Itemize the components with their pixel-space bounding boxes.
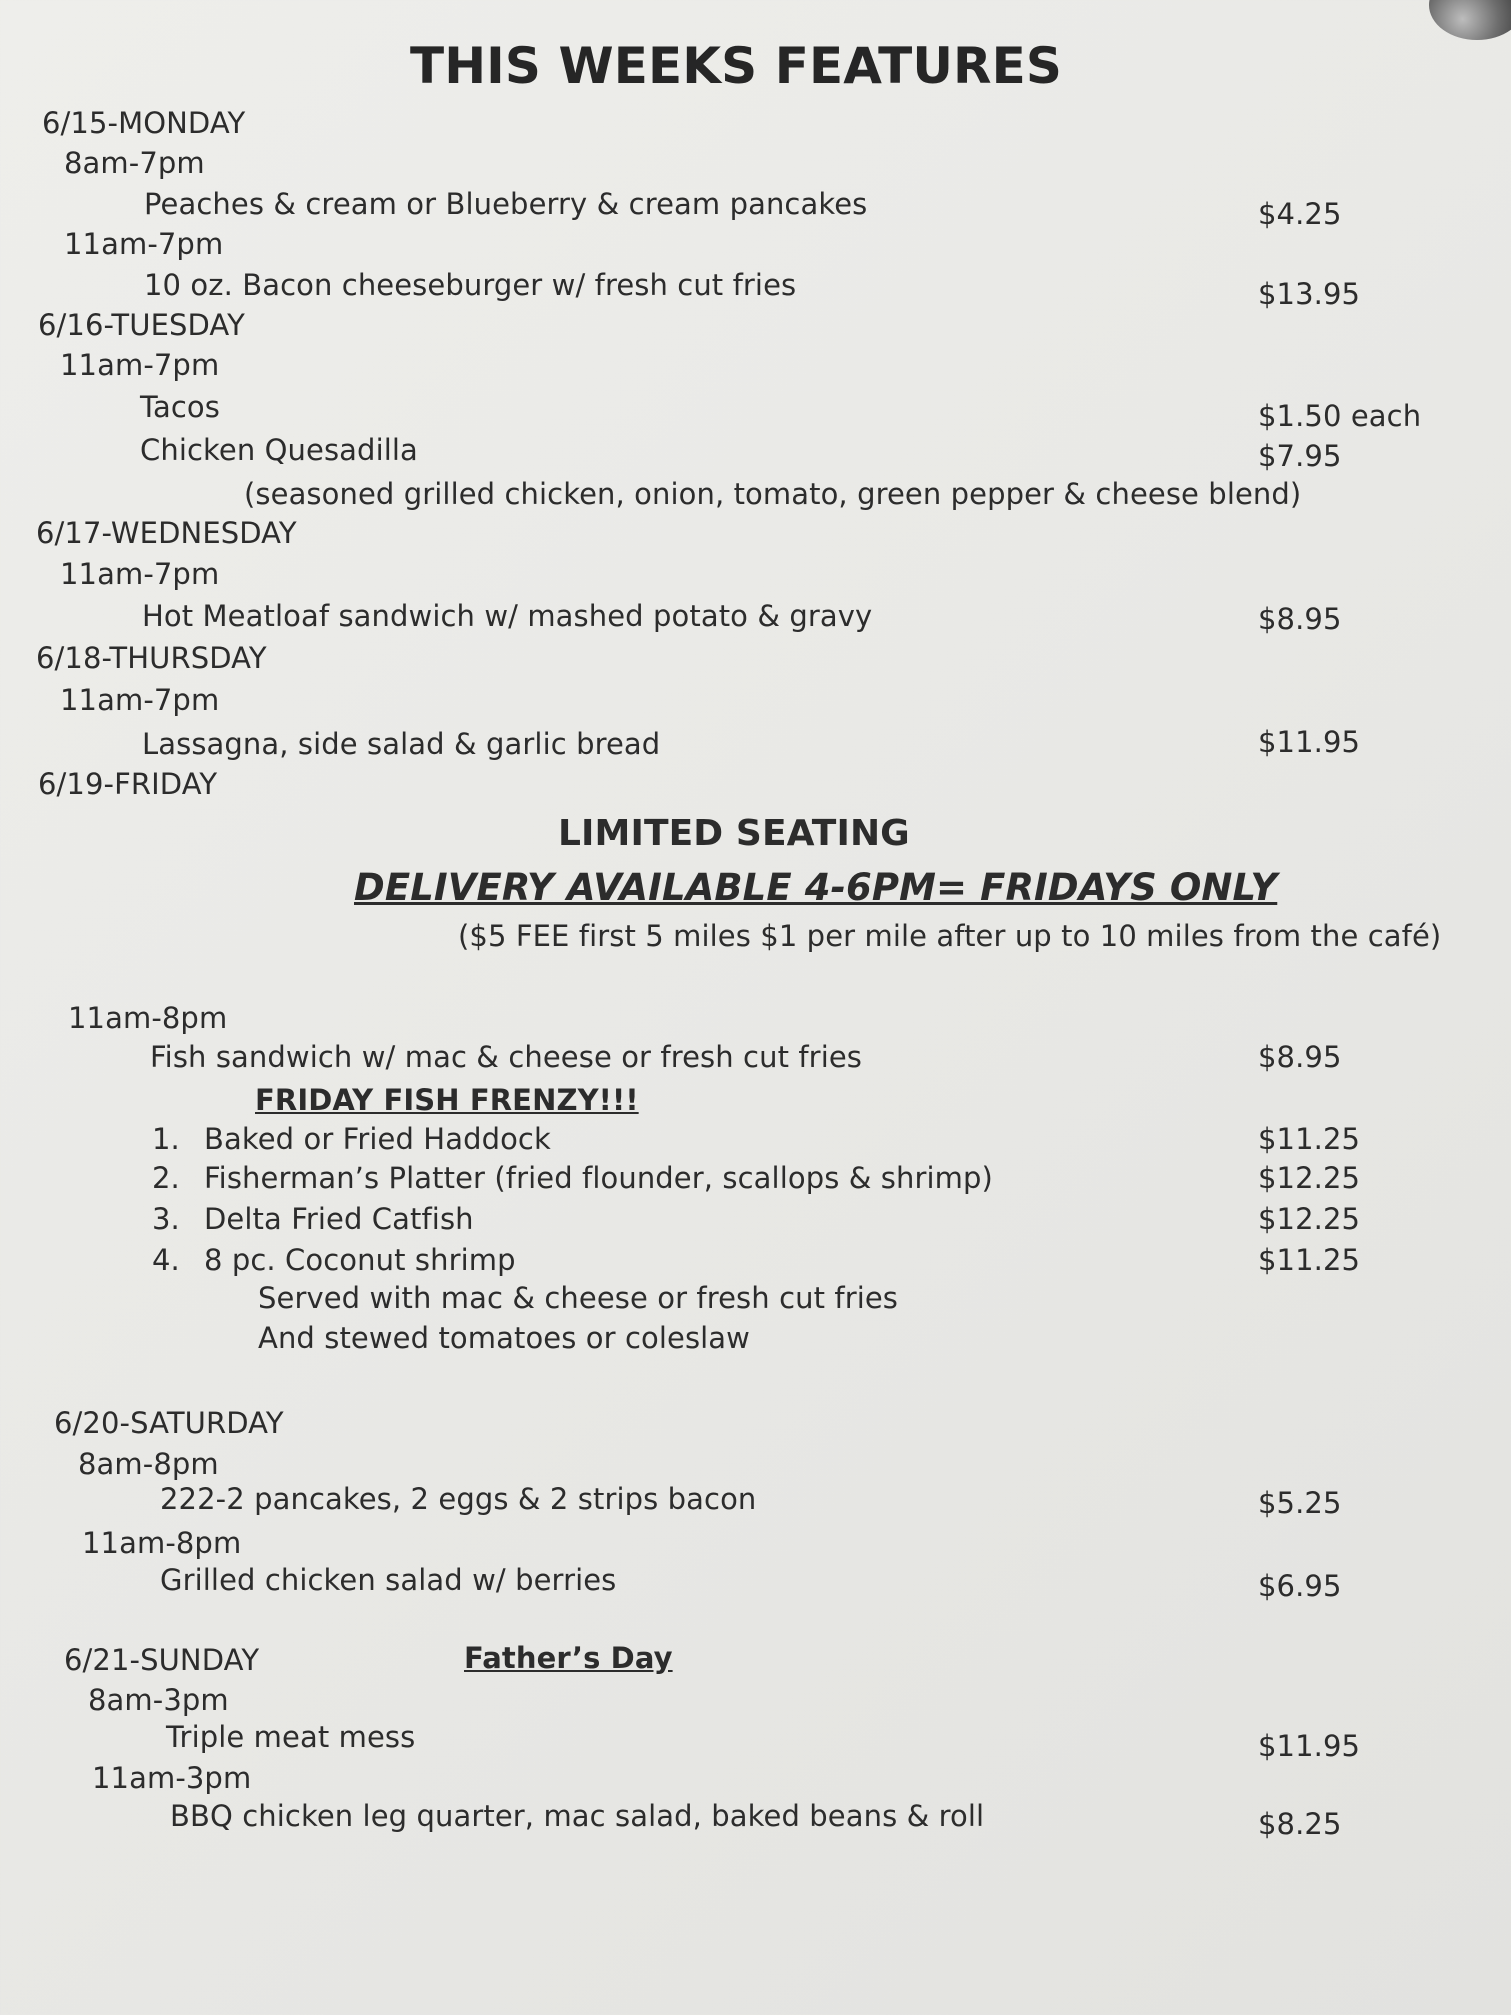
- day-label-sunday: 6/21-SUNDAY: [64, 1643, 260, 1677]
- menu-item-name: Chicken Quesadilla: [140, 433, 418, 467]
- day-label-friday: 6/19-FRIDAY: [38, 767, 218, 801]
- day-label-monday: 6/15-MONDAY: [42, 106, 246, 140]
- menu-item-name: Hot Meatloaf sandwich w/ mashed potato & gravy: [142, 599, 873, 633]
- menu-item-price: $11.95: [1258, 1729, 1361, 1763]
- thumbtack-icon: [1429, 0, 1511, 40]
- menu-item-price: $11.25: [1258, 1122, 1361, 1156]
- day-label-thursday: 6/18-THURSDAY: [36, 641, 267, 675]
- item-description: (seasoned grilled chicken, onion, tomato, green pepper & cheese blend): [244, 477, 1302, 511]
- fish-frenzy-heading: FRIDAY FISH FRENZY!!!: [255, 1083, 639, 1117]
- time-slot: 11am-7pm: [60, 683, 220, 717]
- menu-item-name: Fisherman’s Platter (fried flounder, scallops & shrimp): [204, 1161, 993, 1195]
- delivery-notice: DELIVERY AVAILABLE 4-6PM= FRIDAYS ONLY: [354, 866, 1278, 909]
- limited-seating-heading: LIMITED SEATING: [558, 813, 910, 854]
- list-number: 1.: [152, 1122, 180, 1156]
- menu-item-name: Triple meat mess: [166, 1720, 416, 1754]
- menu-item-name: 222-2 pancakes, 2 eggs & 2 strips bacon: [160, 1482, 757, 1516]
- menu-item-name: Baked or Fried Haddock: [204, 1122, 551, 1156]
- menu-item-name: BBQ chicken leg quarter, mac salad, baked beans & roll: [170, 1799, 985, 1833]
- menu-item-price: $1.50 each: [1258, 399, 1422, 433]
- menu-item-name: Grilled chicken salad w/ berries: [160, 1563, 617, 1597]
- item-description: Served with mac & cheese or fresh cut fries: [258, 1281, 899, 1315]
- day-label-wednesday: 6/17-WEDNESDAY: [36, 516, 297, 550]
- menu-item-price: $12.25: [1258, 1202, 1361, 1236]
- time-slot: 11am-7pm: [60, 557, 220, 591]
- menu-item-name: Lassagna, side salad & garlic bread: [142, 727, 661, 761]
- list-number: 3.: [152, 1202, 180, 1236]
- menu-item-price: $8.95: [1258, 602, 1342, 636]
- time-slot: 11am-3pm: [92, 1761, 252, 1795]
- menu-item-price: $11.95: [1258, 725, 1361, 759]
- menu-item-name: 8 pc. Coconut shrimp: [204, 1243, 516, 1277]
- fathers-day-label: Father’s Day: [464, 1641, 673, 1675]
- menu-item-price: $11.25: [1258, 1243, 1361, 1277]
- menu-item-price: $6.95: [1258, 1569, 1342, 1603]
- menu-item-price: $8.25: [1258, 1807, 1342, 1841]
- menu-item-price: $8.95: [1258, 1040, 1342, 1074]
- time-slot: 8am-8pm: [78, 1447, 219, 1481]
- list-number: 2.: [152, 1161, 180, 1195]
- menu-item-name: Fish sandwich w/ mac & cheese or fresh cut fries: [150, 1040, 863, 1074]
- page-title: THIS WEEKS FEATURES: [410, 37, 1062, 95]
- time-slot: 11am-7pm: [64, 227, 224, 261]
- time-slot: 11am-8pm: [68, 1001, 228, 1035]
- day-label-tuesday: 6/16-TUESDAY: [38, 308, 245, 342]
- menu-item-name: Peaches & cream or Blueberry & cream pancakes: [144, 187, 868, 221]
- menu-item-name: Delta Fried Catfish: [204, 1202, 474, 1236]
- menu-item-name: 10 oz. Bacon cheeseburger w/ fresh cut fries: [144, 268, 797, 302]
- time-slot: 11am-8pm: [82, 1526, 242, 1560]
- time-slot: 8am-7pm: [64, 146, 205, 180]
- menu-item-price: $5.25: [1258, 1486, 1342, 1520]
- menu-item-price: $12.25: [1258, 1161, 1361, 1195]
- time-slot: 11am-7pm: [60, 348, 220, 382]
- menu-item-price: $4.25: [1258, 197, 1342, 231]
- menu-item-price: $7.95: [1258, 439, 1342, 473]
- delivery-fee-note: ($5 FEE first 5 miles $1 per mile after up to 10 miles from the café): [458, 919, 1442, 953]
- menu-item-price: $13.95: [1258, 277, 1361, 311]
- time-slot: 8am-3pm: [88, 1683, 229, 1717]
- menu-item-name: Tacos: [140, 390, 220, 424]
- day-label-saturday: 6/20-SATURDAY: [54, 1406, 284, 1440]
- item-description: And stewed tomatoes or coleslaw: [258, 1321, 750, 1355]
- list-number: 4.: [152, 1243, 180, 1277]
